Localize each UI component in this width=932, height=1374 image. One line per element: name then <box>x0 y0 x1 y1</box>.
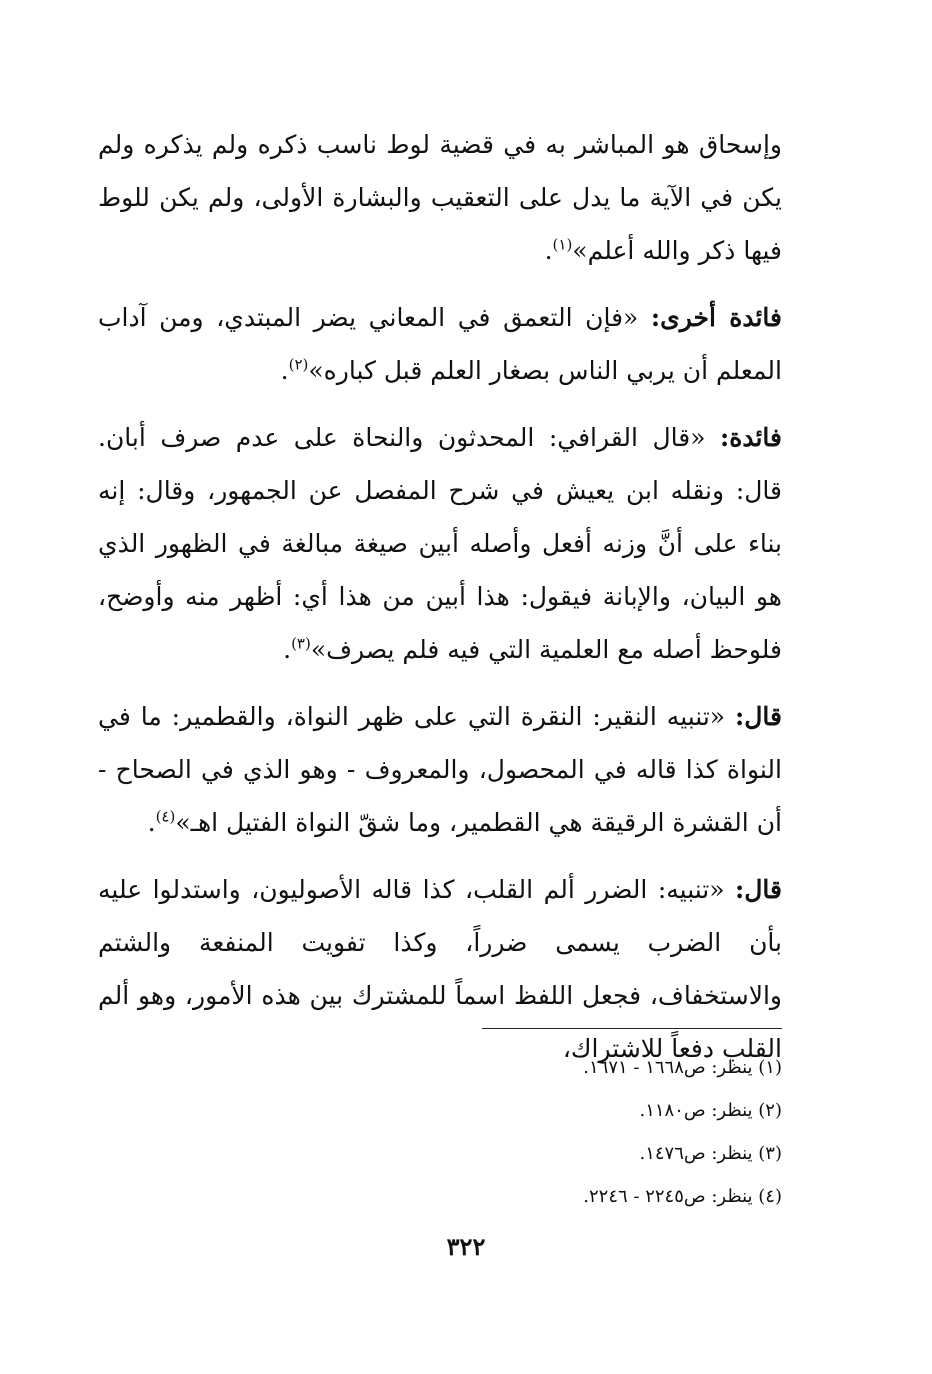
paragraph-5-text: «تنبيه: الضرر ألم القلب، كذا قاله الأصوليون، واستدلوا عليه بأن الضرب يسمى ضرراً، وكذا تفويت المنفعة والشتم والاستخفاف، فجعل اللفظ اسماً للمشترك بين هذه الأمور، وهو ألم القلب دفعاً للاشتراك، <box>98 875 782 1063</box>
main-text <box>98 118 782 1089</box>
paragraph-3: فائدة: «قال القرافي: المحدثون والنحاة على عدم صرف أبان. قال: ونقله ابن يعيش في شرح المفصل عن الجمهور، وقال: إنه بناء على أنَّ وزنه أفعل وأصله أبين صيغة مبالغة في الظهور الذي هو البيان، والإبانة فيقول: هذا أبين من هذا أي: أظهر منه وأوضح، فلوحظ أصله مع العلمية التي فيه فلم يصرف»$^{(٣)}$. <box>98 423 782 664</box>
paragraph-3-label: فائدة: <box>720 423 782 452</box>
paragraph-3-text: «قال القرافي: المحدثون والنحاة على عدم صرف أبان. قال: ونقله ابن يعيش في شرح المفصل عن الجمهور، وقال: إنه بناء على أنَّ وزنه أفعل وأصله أبين صيغة مبالغة في الظهور الذي هو البيان، والإبانة فيقول: هذا أبين من هذا أي: أظهر منه وأوضح، فلوحظ أصله مع العلمية التي فيه فلم يصرف» <box>98 423 782 664</box>
paragraph-4: قال: «تنبيه النقير: النقرة التي على ظهر النواة، والقطمير: ما في النواة كذا قاله في المحصول، والمعروف - وهو الذي في الصحاح - أن القشرة الرقيقة هي القطمير، وما شقّ النواة الفتيل اهـ»$^{(٤)}$. <box>98 702 782 837</box>
footnotes <box>98 1046 782 1218</box>
paragraph-2-label: فائدة أخرى: <box>650 303 782 332</box>
footnote-ref-2: (٢) <box>288 355 309 374</box>
paragraph-1: وإسحاق هو المباشر به في قضية لوط ناسب ذكره ولم يذكره ولم يكن في الآية ما يدل على التعقيب والبشارة الأولى، ولم يكن للوط فيها ذكر والله أعلم»$^{(١)}$. <box>98 130 782 265</box>
footnote-3: (٣) ينظر: ص١٤٧٦. <box>639 1143 782 1164</box>
page-number: ٣٢٢ <box>446 1232 486 1261</box>
paragraph-2-text: «فإن التعمق في المعاني يضر المبتدي، ومن آداب المعلم أن يربي الناس بصغار العلم قبل كباره» <box>98 303 782 385</box>
footnote-separator <box>482 1028 782 1029</box>
paragraph-5-label: قال: <box>735 875 782 904</box>
footnote-ref-4: (٤) <box>155 807 176 826</box>
paragraph-4-text: «تنبيه النقير: النقرة التي على ظهر النواة، والقطمير: ما في النواة كذا قاله في المحصول، والمعروف - وهو الذي في الصحاح - أن القشرة الرقيقة هي القطمير، وما شقّ النواة الفتيل اهـ» <box>98 702 782 837</box>
footnote-4: (٤) ينظر: ص٢٢٤٥ - ٢٢٤٦. <box>583 1186 782 1207</box>
paragraph-5 <box>98 863 782 1075</box>
footnote-1: (١) ينظر: ص١٦٦٨ - ١٦٧١. <box>583 1057 782 1078</box>
footnote-2: (٢) ينظر: ص١١٨٠. <box>639 1100 782 1121</box>
footnote-ref-1: (١) <box>552 235 573 254</box>
paragraph-4-label: قال: <box>735 702 782 731</box>
footnote-ref-3: (٣) <box>291 634 311 653</box>
paragraph-2: فائدة أخرى: «فإن التعمق في المعاني يضر المبتدي، ومن آداب المعلم أن يربي الناس بصغار العلم قبل كباره»$^{(٢)}$. <box>98 303 782 385</box>
paragraph-1-text: وإسحاق هو المباشر به في قضية لوط ناسب ذكره ولم يذكره ولم يكن في الآية ما يدل على التعقيب والبشارة الأولى، ولم يكن للوط فيها ذكر والله أعلم» <box>98 130 782 265</box>
